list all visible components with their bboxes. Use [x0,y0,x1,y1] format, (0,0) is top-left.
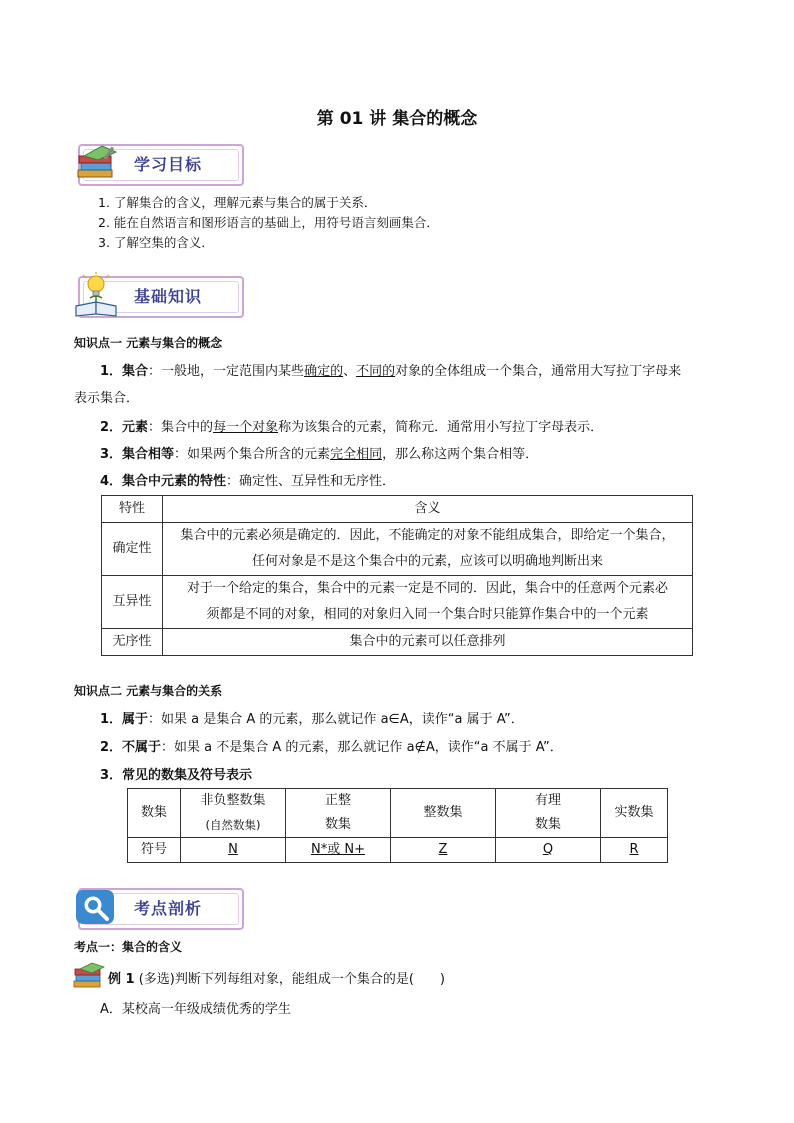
kp1-item-3: 3．集合相等：如果两个集合所含的元素完全相同，那么称这两个集合相等． [100,447,539,462]
table-header-cell: 含义 [163,496,693,523]
kp1-item-1: 1．集合：一般地，一定范围内某些确定的、不同的对象的全体组成一个集合，通常用大写拉丁字母来 [100,364,682,379]
property-name: 无序性 [102,629,163,656]
table-header-cell: 特性 [102,496,163,523]
banner-exam-analysis [72,884,242,930]
table-row [128,789,668,838]
kp1-item-4: 4．集合中元素的特性：确定性、互异性和无序性． [100,474,396,489]
table-row [102,576,693,629]
set-name: 整数集 [391,789,496,838]
banner-basic-knowledge [72,272,242,318]
table-row [102,523,693,576]
example-1: 例 1 (多选)判断下列每组对象，能组成一个集合的是( ) [108,972,445,987]
magnifier-icon [72,884,122,930]
row-label: 数集 [128,789,181,838]
number-sets-table [127,788,668,863]
page-title: 第 01 讲 集合的概念 [316,109,478,129]
knowledge-point-1-heading: 知识点一 元素与集合的概念 [74,336,223,350]
set-name: 正整 数集 [286,789,391,838]
set-name: 实数集 [601,789,668,838]
set-name: 非负整数集 (自然数集) [181,789,286,838]
table-row [128,838,668,863]
property-name: 互异性 [102,576,163,629]
property-meaning: 集合中的元素必须是确定的．因此，不能确定的对象不能组成集合，即给定一个集合， 任何对象是不是这个集合中的元素，应该可以明确地判断出来 [163,523,693,576]
exam-point-1-heading: 考点一：集合的含义 [74,940,183,954]
lightbulb-book-icon [72,272,122,318]
goal-item-1: 1. 了解集合的含义，理解元素与集合的属于关系． [98,195,377,210]
set-name: 有理 数集 [496,789,601,838]
kp1-item-1-cont: 表示集合． [74,391,140,406]
property-meaning: 对于一个给定的集合，集合中的元素一定是不同的．因此，集合中的任意两个元素必 须都是不同的对象，相同的对象归入同一个集合时只能算作集合中的一个元素 [163,576,693,629]
row-label: 符号 [128,838,181,863]
table-header-row [102,496,693,523]
knowledge-point-2-heading: 知识点二 元素与集合的关系 [74,684,223,698]
kp1-item-2: 2．元素：集合中的每一个对象称为该集合的元素，简称元．通常用小写拉丁字母表示． [100,420,604,435]
books-icon [72,140,122,186]
set-symbol: R [601,838,668,863]
properties-table [101,495,693,656]
banner-learning-goals [72,140,242,186]
goal-item-2: 2. 能在自然语言和图形语言的基础上，用符号语言刻画集合． [98,215,439,230]
set-symbol: Q [496,838,601,863]
set-symbol: Z [391,838,496,863]
table-row [102,629,693,656]
kp2-item-1: 1．属于：如果 a 是集合 A 的元素，那么就记作 a∈A，读作“a 属于 A”． [100,712,524,727]
banner-label: 考点剖析 [134,899,203,918]
kp2-item-2: 2．不属于：如果 a 不是集合 A 的元素，那么就记作 a∉A，读作“a 不属于 A”． [100,740,563,755]
set-symbol: N*或 N+ [286,838,391,863]
set-symbol: N [181,838,286,863]
banner-label: 基础知识 [134,287,203,306]
example-books-icon [72,962,108,990]
goal-item-3: 3. 了解空集的含义． [98,235,214,250]
kp2-item-3: 3．常见的数集及符号表示 [100,768,253,783]
banner-label: 学习目标 [134,155,203,174]
option-a: A．某校高一年级成绩优秀的学生 [100,1002,291,1017]
property-name: 确定性 [102,523,163,576]
property-meaning: 集合中的元素可以任意排列 [163,629,693,656]
